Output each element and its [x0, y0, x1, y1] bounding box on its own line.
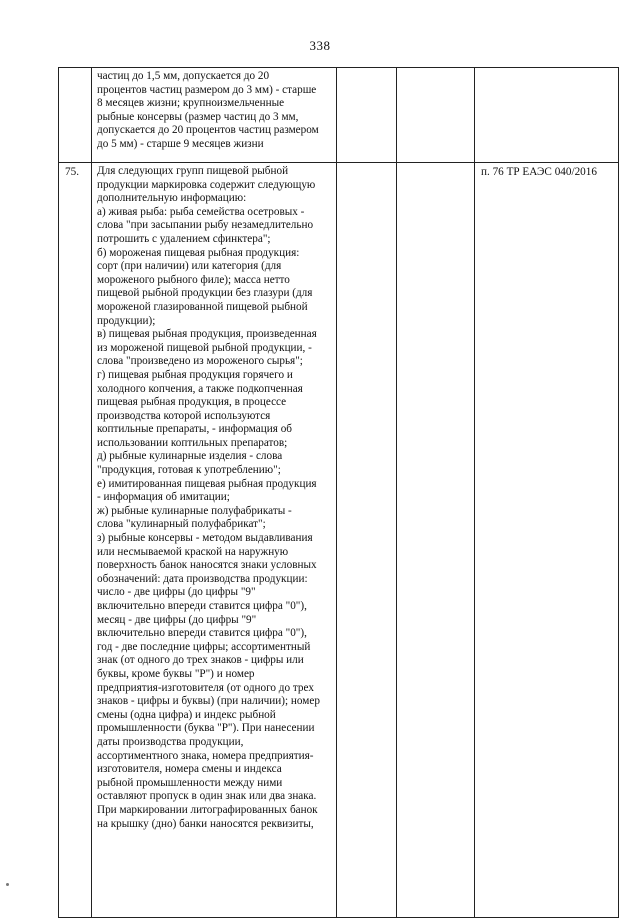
text-line: "продукция, готовая к употреблению"; — [97, 464, 281, 477]
empty-cell-b — [397, 68, 475, 163]
text-line: слова "кулинарный полуфабрикат"; — [97, 518, 266, 531]
text-line: на крышку (дно) банки наносятся реквизиты, — [97, 817, 314, 830]
table-row — [59, 163, 619, 918]
requirement-text — [92, 68, 337, 163]
text-line: пищевая рыбная продукция, в процессе — [97, 396, 287, 409]
text-line: з) рыбные консервы - методом выдавливания — [97, 532, 313, 545]
text-line: включительно впереди ставится цифра "0"), — [97, 600, 307, 612]
item-number: 75. — [59, 163, 92, 918]
text-line: или несмываемой краской на наружную — [97, 545, 289, 558]
page-number: 338 — [309, 38, 331, 53]
requirements-table — [58, 67, 619, 918]
text-line: б) мороженая пищевая рыбная продукция: — [97, 246, 300, 259]
text-line: год - две последние цифры; ассортиментный — [97, 640, 311, 653]
text-line: потрошить с удалением сфинктера"; — [97, 232, 271, 245]
text-line: оставляют пропуск в один знак или два знака. — [97, 790, 317, 803]
regulation-reference: п. 76 ТР ЕАЭС 040/2016 — [475, 163, 619, 918]
text-line: коптильные препараты, - информация об — [97, 423, 292, 436]
text-line: смены (одна цифра) и индекс рыбной — [97, 708, 276, 721]
text-line: изготовителя, номера смены и индекса — [97, 763, 282, 776]
text-line: частиц до 1,5 мм, допускается до 20 — [97, 70, 270, 82]
text-line: число - две цифры (до цифры "9" — [97, 586, 256, 599]
text-line: даты производства продукции, — [97, 735, 244, 748]
text-line: обозначений: дата производства продукции: — [97, 572, 308, 585]
text-line: продукции маркировка содержит следующую — [97, 178, 316, 191]
empty-cell-a — [337, 163, 397, 918]
text-line: а) живая рыба: рыба семейства осетровых - — [97, 205, 305, 218]
text-line: промышленности (буква "Р"). При нанесении — [97, 722, 315, 735]
text-line: г) пищевая рыбная продукция горячего и — [97, 368, 293, 381]
text-line: использовании коптильных препаратов; — [97, 436, 288, 449]
text-line: сорт (при наличии) или категория (для — [97, 260, 282, 273]
text-line: - информация об имитации; — [97, 491, 230, 504]
text-line: до 5 мм) - старше 9 месяцев жизни — [97, 137, 264, 150]
text-line: включительно впереди ставится цифра "0"), — [97, 627, 307, 640]
text-line: е) имитированная пищевая рыбная продукция — [97, 477, 317, 490]
text-line: слова "произведено из мороженого сырья"; — [97, 355, 303, 368]
text-line: буквы, кроме буквы "Р") и номер — [97, 667, 255, 680]
text-line: ж) рыбные кулинарные полуфабрикаты - — [97, 504, 292, 517]
text-line: поверхность банок наносятся знаки условных — [97, 559, 317, 572]
text-line: из мороженой пищевой рыбной продукции, - — [97, 341, 312, 354]
margin-mark — [6, 883, 9, 886]
text-line: мороженого рыбного филе); масса нетто — [97, 273, 290, 286]
table-row — [59, 68, 619, 163]
text-line: месяц - две цифры (до цифры "9" — [97, 613, 257, 626]
text-line: производства которой используются — [97, 409, 271, 422]
text-line: рыбной промышленности между ними — [97, 776, 283, 789]
requirement-text — [92, 163, 337, 918]
text-line: Для следующих групп пищевой рыбной — [97, 165, 289, 177]
text-line: допускается до 20 процентов частиц размером — [97, 124, 319, 137]
text-line: 8 месяцев жизни; крупноизмельченные — [97, 97, 285, 110]
text-line: пищевой рыбной продукции без глазури (для — [97, 287, 313, 300]
text-line: холодного копчения, а также подкопченная — [97, 382, 303, 395]
text-line: дополнительную информацию: — [97, 192, 247, 205]
text-line: При маркировании литографированных банок — [97, 803, 318, 816]
text-line: рыбные консервы (размер частиц до 3 мм, — [97, 110, 299, 123]
empty-cell-b — [397, 163, 475, 918]
text-line: в) пищевая рыбная продукция, произведенная — [97, 328, 317, 341]
regulation-reference — [475, 68, 619, 163]
text-line: мороженой глазированной пищевой рыбной — [97, 300, 308, 313]
text-line: знак (от одного до трех знаков - цифры или — [97, 654, 304, 667]
text-line: продукции); — [97, 314, 156, 327]
text-line: процентов частиц размером до 3 мм) - старше — [97, 83, 317, 96]
item-number — [59, 68, 92, 163]
text-line: д) рыбные кулинарные изделия - слова — [97, 450, 283, 463]
text-line: слова "при засыпании рыбу незамедлительно — [97, 219, 314, 232]
text-line: предприятия-изготовителя (от одного до трех — [97, 681, 314, 694]
text-line: знаков - цифры и буквы) (при наличии); номер — [97, 695, 320, 708]
text-line: ассортиментного знака, номера предприятия- — [97, 749, 314, 762]
empty-cell-a — [337, 68, 397, 163]
